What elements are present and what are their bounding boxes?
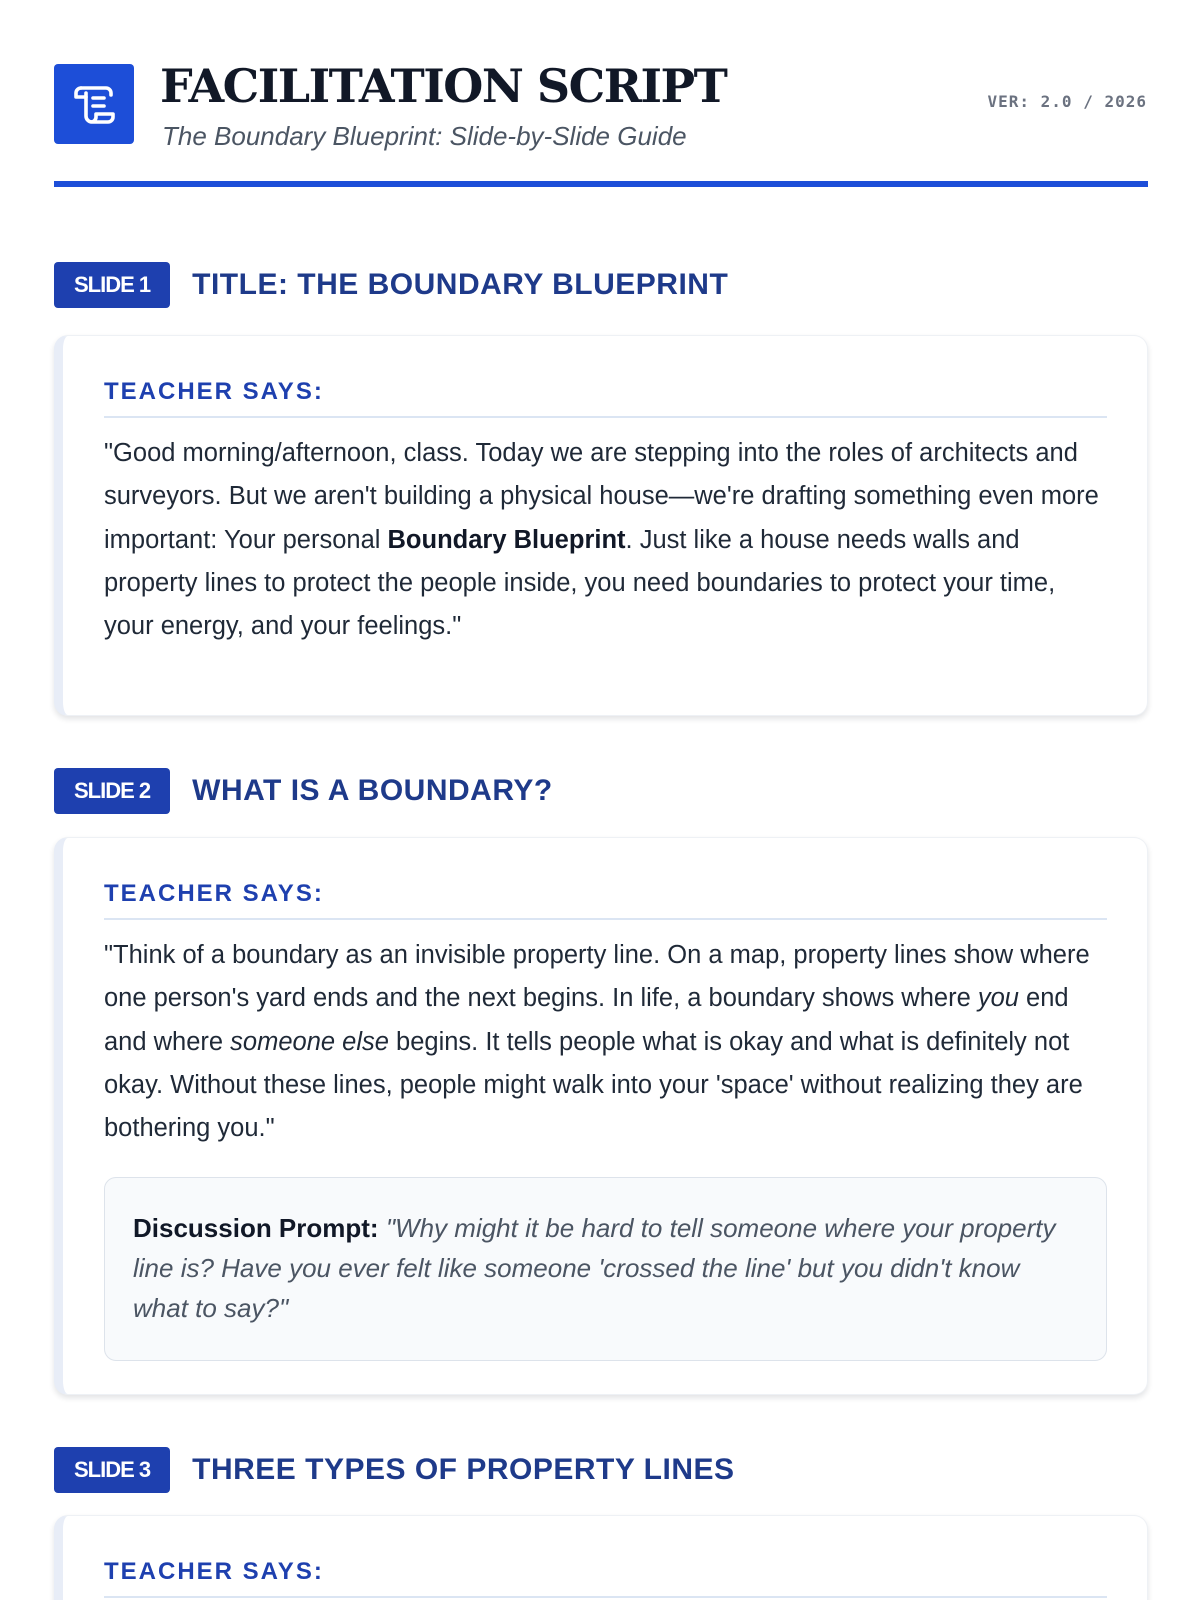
speech-text: "Think of a boundary as an invisible property line. On a map, property lines show where one person's yard ends and the next begins. In life, a boundary shows where: [104, 941, 1090, 1013]
teacher-speech: [104, 934, 1107, 1150]
document-subtitle: The Boundary Blueprint: Slide-by-Slide Guide: [162, 121, 687, 151]
speech-italic: you: [977, 984, 1019, 1013]
slide-badge: SLIDE 3: [54, 1447, 170, 1493]
slide-title: WHAT IS A BOUNDARY?: [192, 774, 553, 807]
slide-1-heading: [54, 262, 728, 308]
slide-2-card: [54, 837, 1148, 1395]
speech-italic: someone else: [230, 1027, 389, 1056]
header-divider: [54, 181, 1148, 187]
speech-text: end and where: [104, 984, 1069, 1056]
slide-3-card: [54, 1515, 1148, 1600]
speech-text: begins. It tells people what is okay and what is definitely not okay. Without these lines, people might walk into your 'space' without realizing they are bothering you.": [104, 1027, 1083, 1143]
document-header: [54, 58, 1147, 186]
slide-badge: SLIDE 2: [54, 768, 170, 814]
teacher-speech: [104, 432, 1107, 648]
slide-1-card: [54, 335, 1148, 716]
teacher-says-label: TEACHER SAYS:: [104, 378, 1107, 418]
scroll-icon: [54, 64, 134, 144]
slide-title: TITLE: THE BOUNDARY BLUEPRINT: [192, 268, 729, 301]
teacher-says-label: TEACHER SAYS:: [104, 1558, 1107, 1598]
speech-text: "Good morning/afternoon, class. Today we are stepping into the roles of architects and surveyors. But we aren't building a physical house—we're drafting something even more important: Your personal: [104, 439, 1099, 554]
speech-emphasis: Boundary Blueprint: [387, 525, 626, 554]
speech-text: . Just like a house needs walls and property lines to protect the people inside, you need boundaries to protect your time, your energy, and your feelings.": [104, 525, 1056, 641]
version-label: VER: 2.0 / 2026: [987, 92, 1147, 111]
slide-2-heading: [54, 768, 553, 814]
discussion-prompt-label: Discussion Prompt:: [133, 1213, 379, 1243]
slide-badge: SLIDE 1: [54, 262, 170, 308]
teacher-says-label: TEACHER SAYS:: [104, 880, 1107, 920]
discussion-prompt-text: "Why might it be hard to tell someone where your property line is? Have you ever felt like someone 'crossed the line' but you didn't know what to say?": [133, 1213, 1056, 1323]
slide-title: THREE TYPES OF PROPERTY LINES: [192, 1453, 735, 1486]
discussion-prompt-box: [104, 1177, 1107, 1361]
slide-3-heading: [54, 1447, 735, 1493]
document-title: FACILITATION SCRIPT: [160, 59, 727, 113]
